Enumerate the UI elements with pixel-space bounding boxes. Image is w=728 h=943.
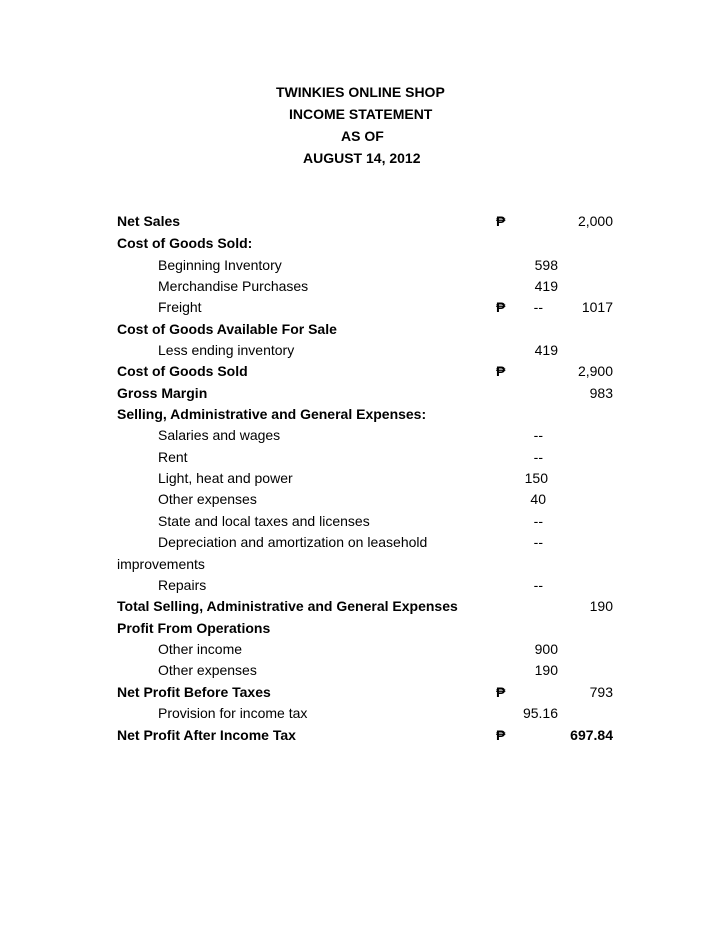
currency-symbol: ₱ bbox=[496, 213, 506, 229]
row-amount: -- bbox=[533, 449, 543, 465]
row-label: Net Profit Before Taxes bbox=[117, 684, 271, 700]
row-label: Cost of Goods Sold: bbox=[117, 235, 253, 251]
row-total: 793 bbox=[589, 684, 613, 700]
row-label: State and local taxes and licenses bbox=[158, 513, 370, 529]
row-total: 2,000 bbox=[577, 213, 613, 229]
row-amount: 900 bbox=[534, 641, 558, 657]
row-repairs bbox=[0, 575, 728, 595]
row-label: Gross Margin bbox=[117, 385, 208, 401]
row-amount: 419 bbox=[534, 278, 558, 294]
currency-symbol: ₱ bbox=[496, 299, 506, 315]
row-rent bbox=[0, 447, 728, 467]
row-label: Selling, Administrative and General Expenses: bbox=[117, 406, 427, 422]
row-label: Beginning Inventory bbox=[158, 257, 282, 273]
row-label: improvements bbox=[117, 556, 205, 572]
row-label: Cost of Goods Sold bbox=[117, 363, 248, 379]
statement-date: AUGUST 14, 2012 bbox=[303, 150, 421, 166]
row-label: Cost of Goods Available For Sale bbox=[117, 321, 337, 337]
row-label: Merchandise Purchases bbox=[158, 278, 309, 294]
row-label: Profit From Operations bbox=[117, 620, 271, 636]
row-amount: -- bbox=[533, 577, 543, 593]
row-other-expenses-2 bbox=[0, 660, 728, 680]
row-amount: 95.16 bbox=[522, 705, 558, 721]
row-amount: 40 bbox=[530, 491, 546, 507]
row-beginning-inventory bbox=[0, 255, 728, 275]
row-amount: 598 bbox=[534, 257, 558, 273]
row-label: Provision for income tax bbox=[158, 705, 308, 721]
row-total: 697.84 bbox=[570, 727, 613, 743]
row-cogs bbox=[0, 361, 728, 381]
as-of-label: AS OF bbox=[341, 128, 384, 144]
row-net-profit-after-tax bbox=[0, 725, 728, 745]
currency-symbol: ₱ bbox=[496, 363, 506, 379]
row-label: Light, heat and power bbox=[158, 470, 293, 486]
row-other-income bbox=[0, 639, 728, 659]
row-sga-heading bbox=[0, 404, 728, 424]
row-cogs-available bbox=[0, 319, 728, 339]
row-amount: -- bbox=[533, 427, 543, 443]
statement-title: INCOME STATEMENT bbox=[289, 106, 433, 122]
company-name: TWINKIES ONLINE SHOP bbox=[276, 84, 445, 100]
row-amount: -- bbox=[533, 534, 543, 550]
row-amount: 150 bbox=[524, 470, 548, 486]
row-amount: -- bbox=[533, 513, 543, 529]
currency-symbol: ₱ bbox=[496, 684, 506, 700]
row-gross-margin bbox=[0, 383, 728, 403]
row-label: Rent bbox=[158, 449, 188, 465]
row-net-profit-before-taxes bbox=[0, 682, 728, 702]
row-total: 1017 bbox=[581, 299, 613, 315]
row-label: Repairs bbox=[158, 577, 207, 593]
row-cogs-heading bbox=[0, 233, 728, 253]
currency-symbol: ₱ bbox=[496, 727, 506, 743]
row-less-ending-inventory bbox=[0, 340, 728, 360]
row-label: Net Sales bbox=[117, 213, 181, 229]
row-label: Other expenses bbox=[158, 662, 257, 678]
row-profit-from-operations bbox=[0, 618, 728, 638]
row-total: 190 bbox=[589, 598, 613, 614]
row-amount: -- bbox=[533, 299, 543, 315]
row-label: Salaries and wages bbox=[158, 427, 281, 443]
row-total: 2,900 bbox=[577, 363, 613, 379]
row-depreciation bbox=[0, 532, 728, 552]
row-total: 983 bbox=[589, 385, 613, 401]
row-freight bbox=[0, 297, 728, 317]
row-other-expenses bbox=[0, 489, 728, 509]
row-label: Total Selling, Administrative and General Expenses bbox=[117, 598, 458, 614]
row-merchandise-purchases bbox=[0, 276, 728, 296]
row-improvements bbox=[0, 554, 728, 574]
row-amount: 190 bbox=[534, 662, 558, 678]
row-label: Less ending inventory bbox=[158, 342, 295, 358]
row-label: Depreciation and amortization on leasehold bbox=[158, 534, 428, 550]
row-label: Other expenses bbox=[158, 491, 257, 507]
row-salaries bbox=[0, 425, 728, 445]
row-light-heat-power bbox=[0, 468, 728, 488]
row-taxes-licenses bbox=[0, 511, 728, 531]
row-amount: 419 bbox=[534, 342, 558, 358]
row-label: Freight bbox=[158, 299, 202, 315]
row-total-sga bbox=[0, 596, 728, 616]
row-provision-income-tax bbox=[0, 703, 728, 723]
row-label: Other income bbox=[158, 641, 243, 657]
row-label: Net Profit After Income Tax bbox=[117, 727, 296, 743]
row-net-sales bbox=[0, 211, 728, 231]
